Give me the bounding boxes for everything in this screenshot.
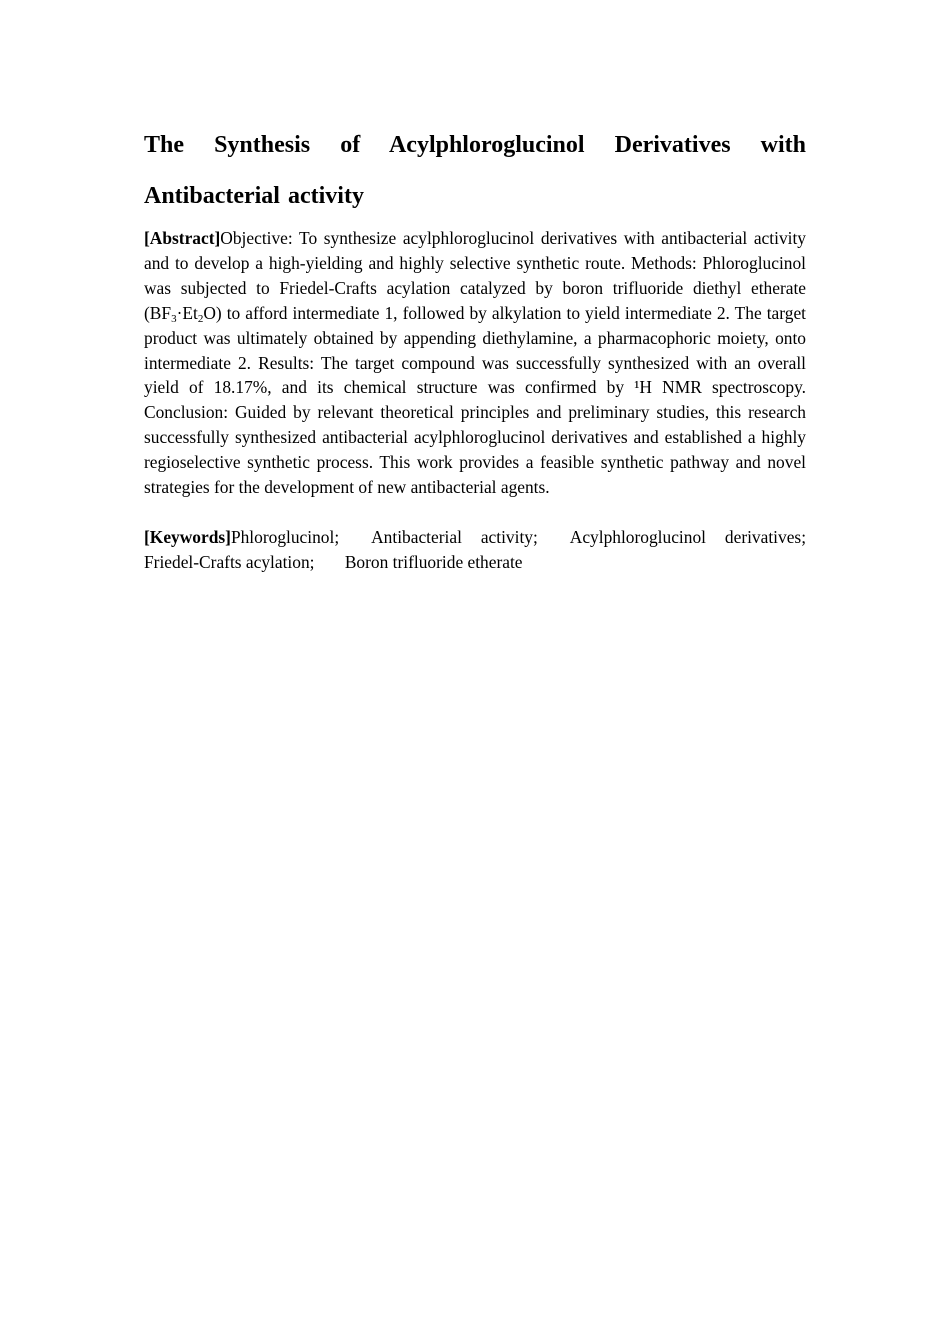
paper-title: The Synthesis of Acylphloroglucinol Derivatives with Antibacterial activity	[144, 132, 806, 209]
keyword-item: Boron trifluoride etherate	[344, 551, 523, 572]
abstract-subscript-1: 3	[171, 312, 177, 325]
abstract-label: [Abstract]	[144, 228, 221, 248]
abstract-subscript-2: 2	[197, 312, 204, 325]
keywords-paragraph	[144, 525, 806, 575]
keyword-item: Acylphloroglucinol derivatives;	[569, 526, 807, 547]
keywords-label: [Keywords]	[144, 526, 231, 547]
keyword-item: Antibacterial activity;	[371, 526, 538, 547]
abstract-text-part1: Objective: To synthesize acylphloroglucinol derivatives with antibacterial activity and to develop a high-yielding and highly selective synthetic route. Methods: Phloroglucinol was subjected to Friedel-Crafts acylation catalyzed by boron trifluoride diethyl etherate (BF	[144, 228, 806, 323]
abstract-text-part3: O) to afford intermediate 1, followed by alkylation to yield intermediate 2. The target product was ultimately obtained by appending diethylamine, a pharmacophoric moiety, onto intermediate 2. Results: The target compound was successfully synthesized with an overall yield of 18.17%, and its chemical structure was confirmed by ¹H NMR spectroscopy. Conclusion: Guided by relevant theoretical principles and preliminary studies, this research successfully synthesized antibacterial acylphloroglucinol derivatives and established a highly regioselective synthetic process. This work provides a feasible synthetic pathway and novel strategies for the development of new antibacterial agents.	[144, 302, 806, 498]
keyword-item: Phloroglucinol;	[230, 526, 340, 547]
keyword-item: Friedel-Crafts acylation;	[144, 551, 315, 572]
abstract-text-part2: ·Et	[176, 302, 198, 323]
paper-page	[144, 120, 806, 575]
abstract-paragraph	[144, 226, 806, 500]
